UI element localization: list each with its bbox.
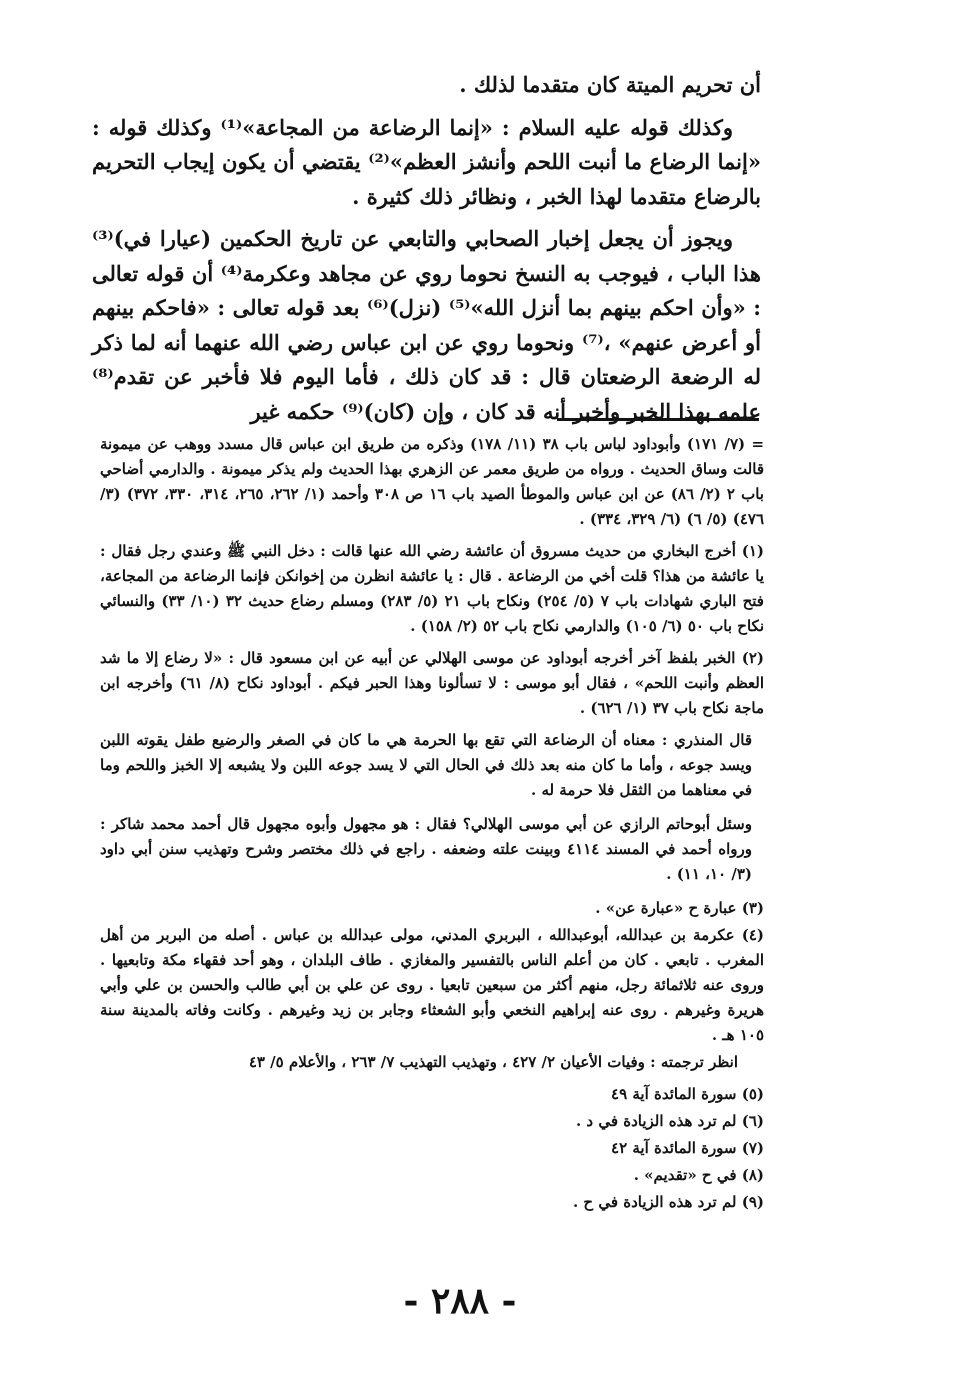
main-text bbox=[92, 68, 761, 437]
paragraph-3: ويجوز أن يجعل إخبار الصحابي والتابعي عن تاريخ الحكمين (عيارا في)⁽³⁾ هذا الباب ، فيوجب به النسخ نحوما روي عن مجاهد وعكرمة⁽⁴⁾ أن قوله تعالى : «وأن احكم بينهم بما أنزل الله»⁽⁵⁾ (نزل)⁽⁶⁾ بعد قوله تعالى : «فاحكم بينهم أو أعرض عنهم» ،⁽⁷⁾ ونحوما روي عن ابن عباس رضي الله عنهما أنه لما ذكر له الرضعة الرضعتان قال : قد كان ذلك ، فأما اليوم فلا فأخبر عن تقدم⁽⁸⁾ علمه بهذا الخبر وأخبر أنه قد كان ، وإن (كان)⁽⁹⁾ حكمه غير bbox=[92, 226, 762, 424]
footnote-1: (١) أخرج البخاري من حديث مسروق أن عائشة رضي الله عنها قالت : دخل النبي ﷺ وعندي رجل فقال : يا عائشة من هذا؟ قلت أخي من الرضاعة . قال : يا عائشة انظرن من إخوانكن فإنما الرضاعة من المجاعة، فتح الباري شهادات باب ٧ (٥/ ٢٥٤) ونكاح باب ٢١ (٥/ ٢٨٣) ومسلم رضاع حديث ٣٢ (١٠/ ٣٣) والنسائي نكاح باب ٥٠ (٦/ ١٠٥) والدارمي نكاح باب ٥٢ (٢/ ١٥٨) . bbox=[100, 542, 764, 635]
footnote-6: (٦) لم ترد هذه الزيادة في د . bbox=[575, 1112, 764, 1130]
footnote-8: (٨) في ح «تقديم» . bbox=[633, 1166, 764, 1184]
page-number: - ٢٨٨ - bbox=[403, 1280, 517, 1322]
footnote-5: (٥) سورة المائدة آية ٤٩ bbox=[611, 1085, 764, 1103]
footnote-2: (٢) الخبر بلفظ آخر أخرجه أبوداود عن موسى الهلالي عن أبيه عن ابن مسعود قال : «لا رضاع إلا ما شد العظم وأنبت اللحم» ، فقال أبو موسى : لا تسألونا وهذا الحبر فيكم . أبوداود نكاح (٨/ ٦١) وأخرجه ابن ماجة نكاح باب ٣٧ (١/ ٦٢٦) . bbox=[100, 649, 765, 717]
paragraph-1: أن تحريم الميتة كان متقدما لذلك . bbox=[459, 72, 761, 97]
footnote-9: (٩) لم ترد هذه الزيادة في ح . bbox=[572, 1193, 764, 1211]
footnote-2-commentary-2: وسئل أبوحاتم الرازي عن أبي موسى الهلالي؟ فقال : هو مجهول وأبوه مجهول قال أحمد محمد شاكر : ورواه أحمد في المسند ٤١١٤ وبينت علته وضعفه . راجع في ذلك مختصر وشرح وتهذيب سنن أبي داود (٣/ ١٠، ١١) . bbox=[100, 815, 752, 883]
footnote-3: (٣) عبارة ح «عبارة عن» . bbox=[595, 899, 764, 917]
footnote-7: (٧) سورة المائدة آية ٤٢ bbox=[611, 1139, 764, 1157]
footnote-separator bbox=[557, 418, 759, 421]
footnote-4: (٤) عكرمة بن عبدالله، أبوعبدالله ، البربري المدني، مولى عبدالله بن عباس . أصله من البربر من أهل المغرب . تابعي . كان من أعلم الناس بالتفسير والمغازي . طاف البلدان ، وهو أحد فقهاء مكة وتابعيها . وروى عنه ثلاثمائة رجل، منهم أكثر من سبعين تابعيا . روى عن علي بن أبي طالب والحسن بن علي وأبي هريرة وغيرهم . روى عنه إبراهيم النخعي وأبو الشعثاء وجابر بن زيد وغيرهم . وكانت وفاته بالمدينة سنة ١٠٥ هـ . bbox=[100, 926, 764, 1044]
footnotes bbox=[100, 432, 764, 1217]
footnote-continued: = (٧/ ١٧١) وأبوداود لباس باب ٣٨ (١١/ ١٧٨) وذكره من طريق ابن عباس قال مسدد ووهب عن ميمونة قالت وساق الحديث . ورواه من طريق معمر عن الزهري بهذا الحديث ولم يذكر ميمونة . والدارمي أضاحي باب ٢ (٢/ ٨٦) عن ابن عباس والموطأ الصيد باب ١٦ ص ٣٠٨ وأحمد (١/ ٢٦٢، ٢٦٥، ٣١٤، ٣٣٠، ٣٧٢) (٣/ ٤٧٦) (٥/ ٦) (٦/ ٣٢٩، ٣٣٤) . bbox=[100, 435, 765, 528]
paragraph-2: وكذلك قوله عليه السلام : «إنما الرضاعة من المجاعة»⁽¹⁾ وكذلك قوله : «إنما الرضاع ما أنبت اللحم وأنشز العظم»⁽²⁾ يقتضي أن يكون إيجاب التحريم بالرضاع متقدما لهذا الخبر ، ونظائر ذلك كثيرة . bbox=[92, 114, 761, 209]
footnote-4-references: انظر ترجمته : وفيات الأعيان ٢/ ٤٢٧ ، وتهذيب التهذيب ٧/ ٢٦٣ ، والأعلام ٥/ ٤٣ bbox=[248, 1053, 738, 1071]
footnote-2-commentary: قال المنذري : معناه أن الرضاعة التي تقع بها الحرمة هي ما كان في الصغر والرضيع طفل يقوته اللبن ويسد جوعه ، وأما ما كان منه بعد ذلك في الحال التي لا يسد جوعه اللبن ولا يشبعه إلا الخبز واللحم وما في معناهما من الثقل فلا حرمة له . bbox=[100, 731, 752, 799]
